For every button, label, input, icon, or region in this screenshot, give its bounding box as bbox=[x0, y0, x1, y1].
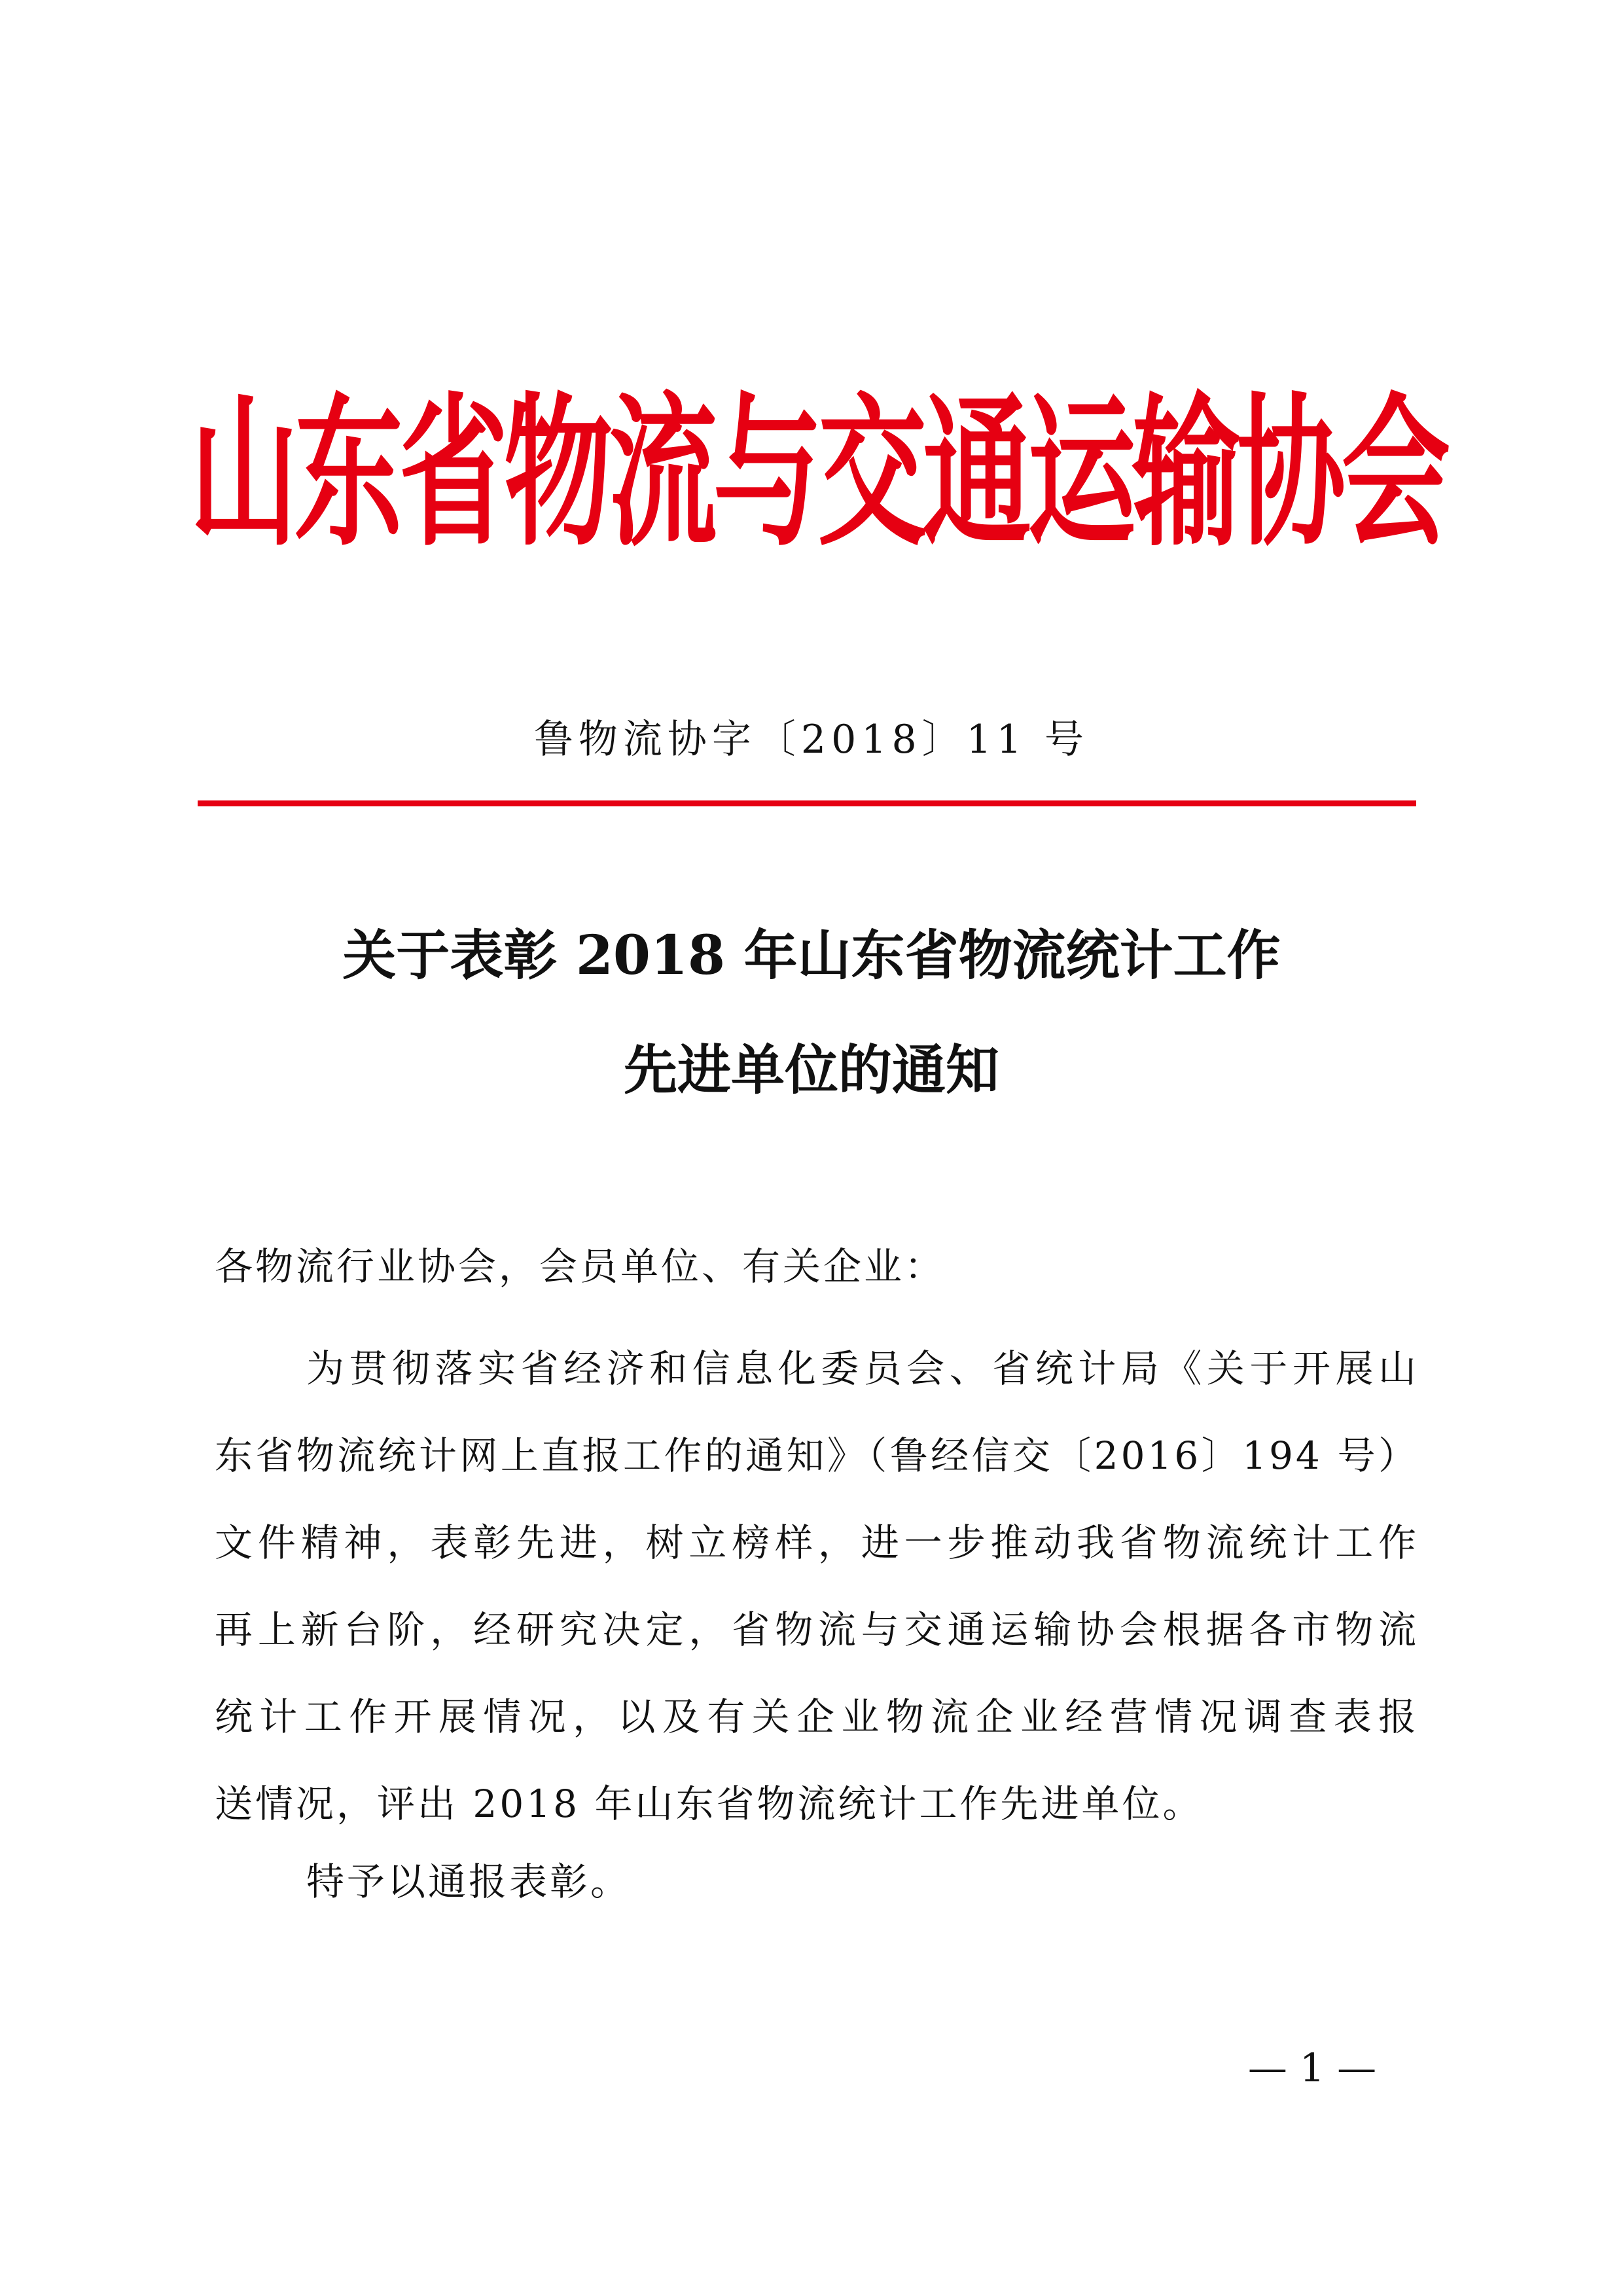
body-paragraph bbox=[215, 1325, 1419, 1848]
red-divider-line bbox=[198, 800, 1416, 806]
body-paragraph-line: 东省物流统计网上直报工作的通知》（鲁经信交〔2016〕194 号） bbox=[215, 1433, 1419, 1478]
closing-statement: 特予以通报表彰。 bbox=[306, 1859, 632, 1904]
body-paragraph-line: 文件精神，表彰先进，树立榜样，进一步推动我省物流统计工作 bbox=[215, 1520, 1419, 1565]
body-paragraph-line: 统计工作开展情况，以及有关企业物流企业经营情况调查表报 bbox=[215, 1695, 1419, 1739]
notice-title-line-1: 关于表彰 2018 年山东省物流统计工作 bbox=[342, 924, 1281, 987]
page-number: — 1 — bbox=[1247, 2045, 1377, 2091]
body-paragraph-line: 为贯彻落实省经济和信息化委员会、省统计局《关于开展山 bbox=[306, 1346, 1419, 1391]
organization-letterhead: 山东省物流与交通运输协会 bbox=[190, 379, 1446, 569]
body-paragraph-line: 送情况，评出 2018 年山东省物流统计工作先进单位。 bbox=[215, 1782, 1204, 1826]
body-paragraph-line: 再上新台阶，经研究决定，省物流与交通运输协会根据各市物流 bbox=[215, 1607, 1419, 1652]
document-number: 鲁物流协字〔2018〕11 号 bbox=[533, 717, 1090, 762]
notice-title-line-2: 先进单位的通知 bbox=[623, 1039, 999, 1102]
addressee: 各物流行业协会，会员单位、有关企业： bbox=[215, 1244, 946, 1289]
